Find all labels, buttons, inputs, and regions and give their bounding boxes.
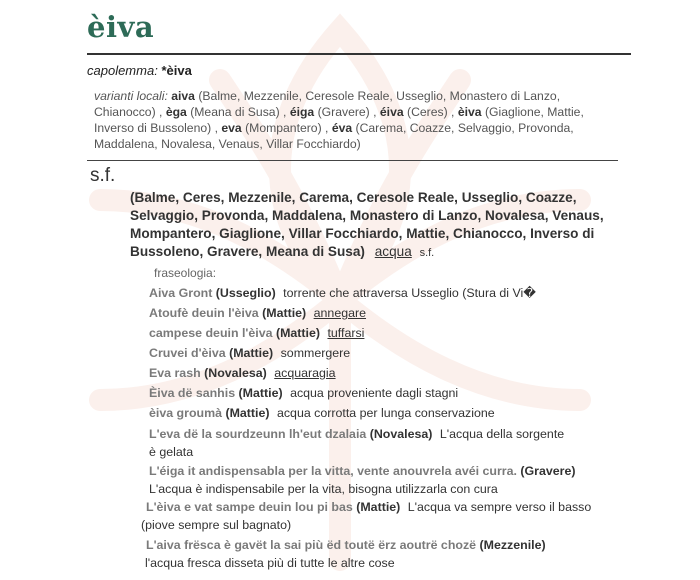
definition-link[interactable]: acqua bbox=[374, 244, 412, 259]
phrase-place: (Mattie) bbox=[356, 500, 401, 514]
varianti-locali bbox=[94, 88, 619, 152]
fraseologia-label: fraseologia: bbox=[154, 266, 217, 280]
phrase-gloss: torrente che attraversa Usseglio (Stura di Vi� bbox=[283, 286, 536, 300]
phrase-gloss: acqua corrotta per lunga conservazione bbox=[276, 406, 495, 420]
variant-form: éiva bbox=[379, 105, 404, 119]
sense-places-list: (Balme, Ceres, Mezzenile, Carema, Ceresole Reale, Usseglio, Coazze, Selvaggio, Provonda, Maddalena, Monastero di Lanzo, Novalesa, Venaus, Mompantero, Giaglione, Villar Focchiardo, Mattie, Chianocco, Inverso di Bussoleno, Gravere, Meana di Susa) bbox=[130, 190, 604, 259]
phrase-place: (Mattie) bbox=[275, 326, 320, 340]
phrase-gloss: L'acqua è indispensabile per la vita, bisogna utilizzarla con cura bbox=[149, 482, 498, 496]
variant-form: éva bbox=[331, 121, 353, 135]
phrase-term: Atoufè deuin l'èiva bbox=[149, 306, 259, 320]
phrase-term: èiva groumà bbox=[149, 406, 222, 420]
phrase-item bbox=[149, 284, 536, 302]
phrase-place: (Mezzenile) bbox=[479, 538, 546, 552]
phrase-item bbox=[149, 384, 458, 402]
phrase-gloss-link[interactable]: acquaragia bbox=[274, 366, 336, 380]
variant-places: (Carema, Coazze, Selvaggio, Provonda, Maddalena, Novalesa, Venaus, Villar Focchiardo) bbox=[94, 121, 574, 151]
variant-form: eva bbox=[221, 121, 242, 135]
phrase-term: L'éiga it andispensabla per la vitta, vente anouvrela avéi curra. bbox=[149, 464, 517, 478]
variant-form: éiga bbox=[289, 105, 315, 119]
phrase-gloss: l'acqua fresca disseta più di tutte le altre cose bbox=[145, 556, 395, 570]
capolemma-label: capolemma: bbox=[87, 63, 158, 78]
phrase-term: Cruvei d'èiva bbox=[149, 346, 226, 360]
phrase-item bbox=[149, 304, 366, 322]
phrase-term: Eva rash bbox=[149, 366, 201, 380]
capolemma-line bbox=[87, 63, 192, 78]
variant-places: (Meana di Susa) , bbox=[190, 105, 287, 119]
phrase-term: L'aiva frësca è gavët la sai più ëd toutë ërz aoutrë chozë bbox=[146, 538, 477, 552]
variant-form: èga bbox=[165, 105, 187, 119]
phrase-gloss: L'acqua va sempre verso il basso (piove sempre sul bagnato) bbox=[141, 500, 592, 532]
phrase-place: (Novalesa) bbox=[369, 427, 433, 441]
phrase-term: campese deuin l'èiva bbox=[149, 326, 273, 340]
phrase-place: (Mattie) bbox=[225, 406, 270, 420]
variant-places: (Gravere) , bbox=[317, 105, 377, 119]
phrase-item bbox=[149, 364, 336, 382]
variant-places: (Mompantero) , bbox=[245, 121, 329, 135]
phrase-place: (Mattie) bbox=[229, 346, 274, 360]
phrase-gloss: sommergere bbox=[280, 346, 351, 360]
phrase-item bbox=[141, 536, 561, 572]
phrase-place: (Usseglio) bbox=[215, 286, 276, 300]
phrase-place: (Gravere) bbox=[520, 464, 576, 478]
phrase-gloss: acqua proveniente dagli stagni bbox=[290, 386, 459, 400]
phrase-place: (Novalesa) bbox=[204, 366, 267, 380]
phrase-item bbox=[149, 425, 569, 461]
phrase-term: L'eva dë la sourdzeunn lh'eut dzalaia bbox=[149, 427, 367, 441]
phrase-item bbox=[149, 324, 364, 342]
capolemma-value: *èiva bbox=[161, 63, 192, 78]
variant-places: (Balme, Mezzenile, Ceresole Reale, Usseglio, Monastero di Lanzo, Chianocco) , bbox=[94, 89, 561, 119]
variant-form: èiva bbox=[457, 105, 482, 119]
sense-places bbox=[130, 189, 610, 262]
phrase-term: Èiva dë sanhis bbox=[149, 386, 236, 400]
phrase-place: (Mattie) bbox=[238, 386, 283, 400]
phrase-gloss-link[interactable]: annegare bbox=[313, 306, 367, 320]
variant-form: aiva bbox=[171, 89, 195, 103]
phrase-gloss-link[interactable]: tuffarsi bbox=[327, 326, 365, 340]
section-divider bbox=[87, 160, 618, 161]
phrase-item bbox=[149, 344, 350, 362]
variant-places: (Giaglione, Mattie, Inverso di Bussoleno) , bbox=[94, 105, 584, 135]
variant-places: (Ceres) , bbox=[407, 105, 455, 119]
phrase-gloss: L'acqua della sorgente è gelata bbox=[149, 427, 565, 459]
phrase-place: (Mattie) bbox=[262, 306, 307, 320]
headword-title: èiva bbox=[87, 10, 155, 44]
definition-pos: s.f. bbox=[419, 247, 435, 259]
phrase-item bbox=[145, 462, 600, 498]
phrase-term: L'èiva e vat sampe deuin lou pi bas bbox=[146, 500, 353, 514]
title-divider bbox=[87, 53, 631, 55]
phrase-item bbox=[141, 498, 596, 534]
varianti-label: varianti locali: bbox=[94, 89, 168, 103]
part-of-speech: s.f. bbox=[90, 165, 116, 186]
phrase-item bbox=[149, 404, 495, 422]
phrase-term: Aiva Gront bbox=[149, 286, 213, 300]
